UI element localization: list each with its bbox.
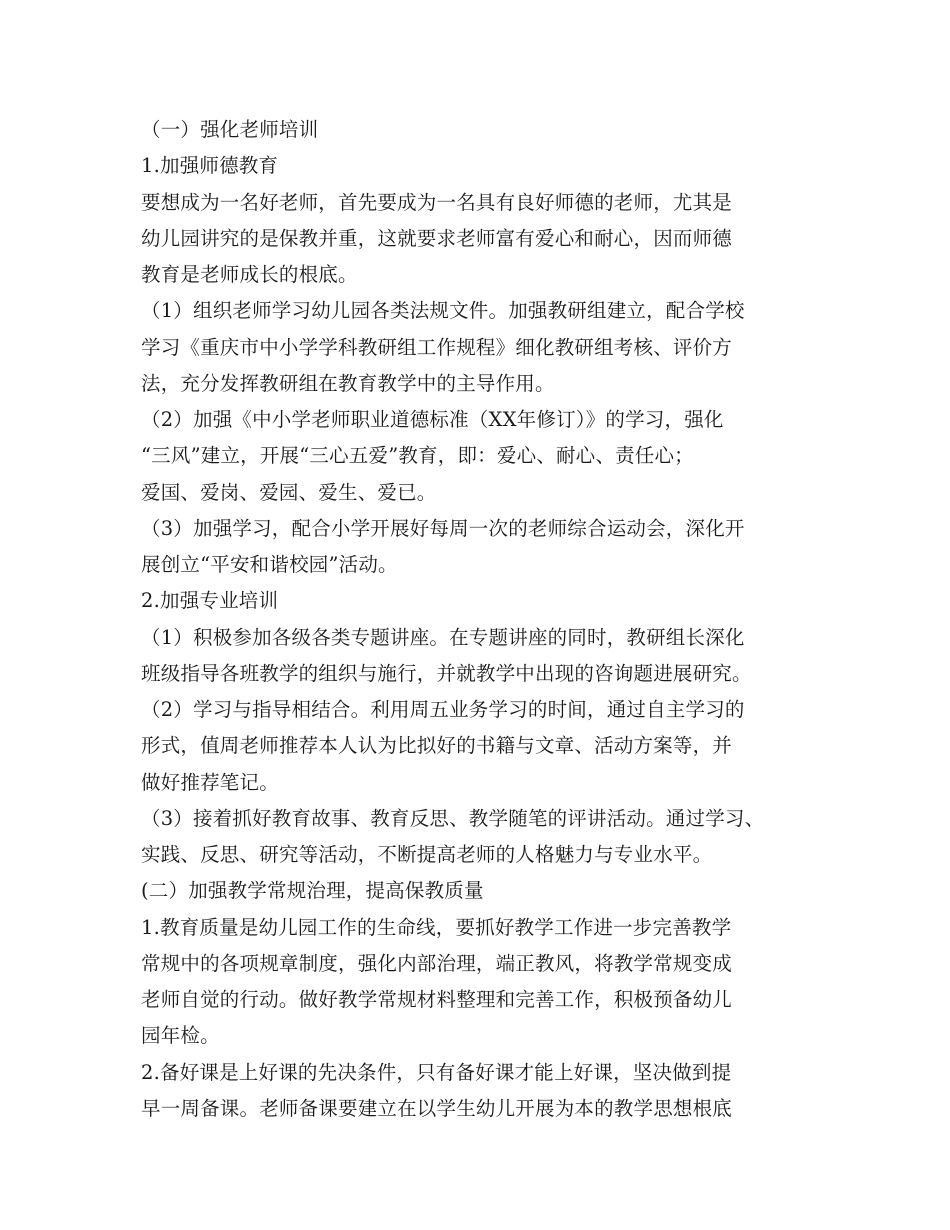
paragraph-line: “三风”建立，开展“三心五爱”教育，即：爱心、耐心、责任心；	[141, 444, 694, 468]
list-item-line: （2）加强《中小学老师职业道德标准（XX年修订）》的学习，强化	[141, 408, 724, 431]
paragraph-line: 展创立“平安和谐校园”活动。	[141, 553, 398, 576]
list-item-line: 1.教育质量是幼儿园工作的生命线，要抓好教学工作进一步完善教学	[141, 915, 732, 939]
list-item-line: （3）接着抓好教育故事、教育反思、教学随笔的评讲活动。通过学习、	[141, 806, 765, 830]
list-item-line: （2）学习与指导相结合。利用周五业务学习的时间，通过自主学习的	[141, 698, 745, 721]
paragraph-line: 要想成为一名好老师，首先要成为一名具有良好师德的老师，尤其是	[141, 190, 733, 214]
paragraph-line: 园年检。	[141, 1024, 220, 1048]
list-item-line: （1）积极参加各级各类专题讲座。在专题讲座的同时，教研组长深化	[141, 625, 745, 649]
paragraph-line: 实践、反思、研究等活动，不断提高老师的人格魅力与专业水平。	[141, 843, 713, 866]
paragraph-line: 常规中的各项规章制度，强化内部治理，端正教风，将教学常规变成	[141, 951, 733, 975]
paragraph-line: 法，充分发挥教研组在教育教学中的主导作用。	[141, 371, 555, 395]
document-body	[141, 112, 841, 1127]
list-item-line: （1）组织老师学习幼儿园各类法规文件。加强教研组建立，配合学校	[141, 299, 745, 323]
section-heading: (二）加强教学常规治理，提高保教质量	[141, 879, 484, 903]
paragraph-line: 学习《重庆市中小学学科教研组工作规程》细化教研组考核、评价方	[141, 335, 733, 359]
paragraph-line: 早一周备课。老师备课要建立在以学生幼儿开展为本的教学思想根底	[141, 1096, 733, 1120]
paragraph-line: 爱国、爱岗、爱园、爱生、爱已。	[141, 480, 437, 504]
subsection-heading: 1.加强师德教育	[141, 154, 279, 178]
paragraph-line: 老师自觉的行动。做好教学常规材料整理和完善工作，积极预备幼儿	[141, 988, 733, 1011]
paragraph-line: 教育是老师成长的根底。	[141, 263, 358, 286]
paragraph-line: 班级指导各班教学的组织与施行，并就教学中出现的咨询题进展研究。	[141, 661, 752, 685]
list-item-line: 2.备好课是上好课的先决条件，只有备好课才能上好课，坚决做到提	[141, 1060, 732, 1084]
list-item-line: （3）加强学习，配合小学开展好每周一次的老师综合运动会，深化开	[141, 516, 745, 540]
paragraph-line: 做好推荐笔记。	[141, 770, 279, 794]
paragraph-line: 幼儿园讲究的是保教并重，这就要求老师富有爱心和耐心，因而师德	[141, 226, 733, 250]
subsection-heading: 2.加强专业培训	[141, 589, 279, 613]
section-heading: （一）强化老师培训	[141, 118, 319, 141]
paragraph-line: 形式，值周老师推荐本人认为比拟好的书籍与文章、活动方案等，并	[141, 734, 733, 758]
